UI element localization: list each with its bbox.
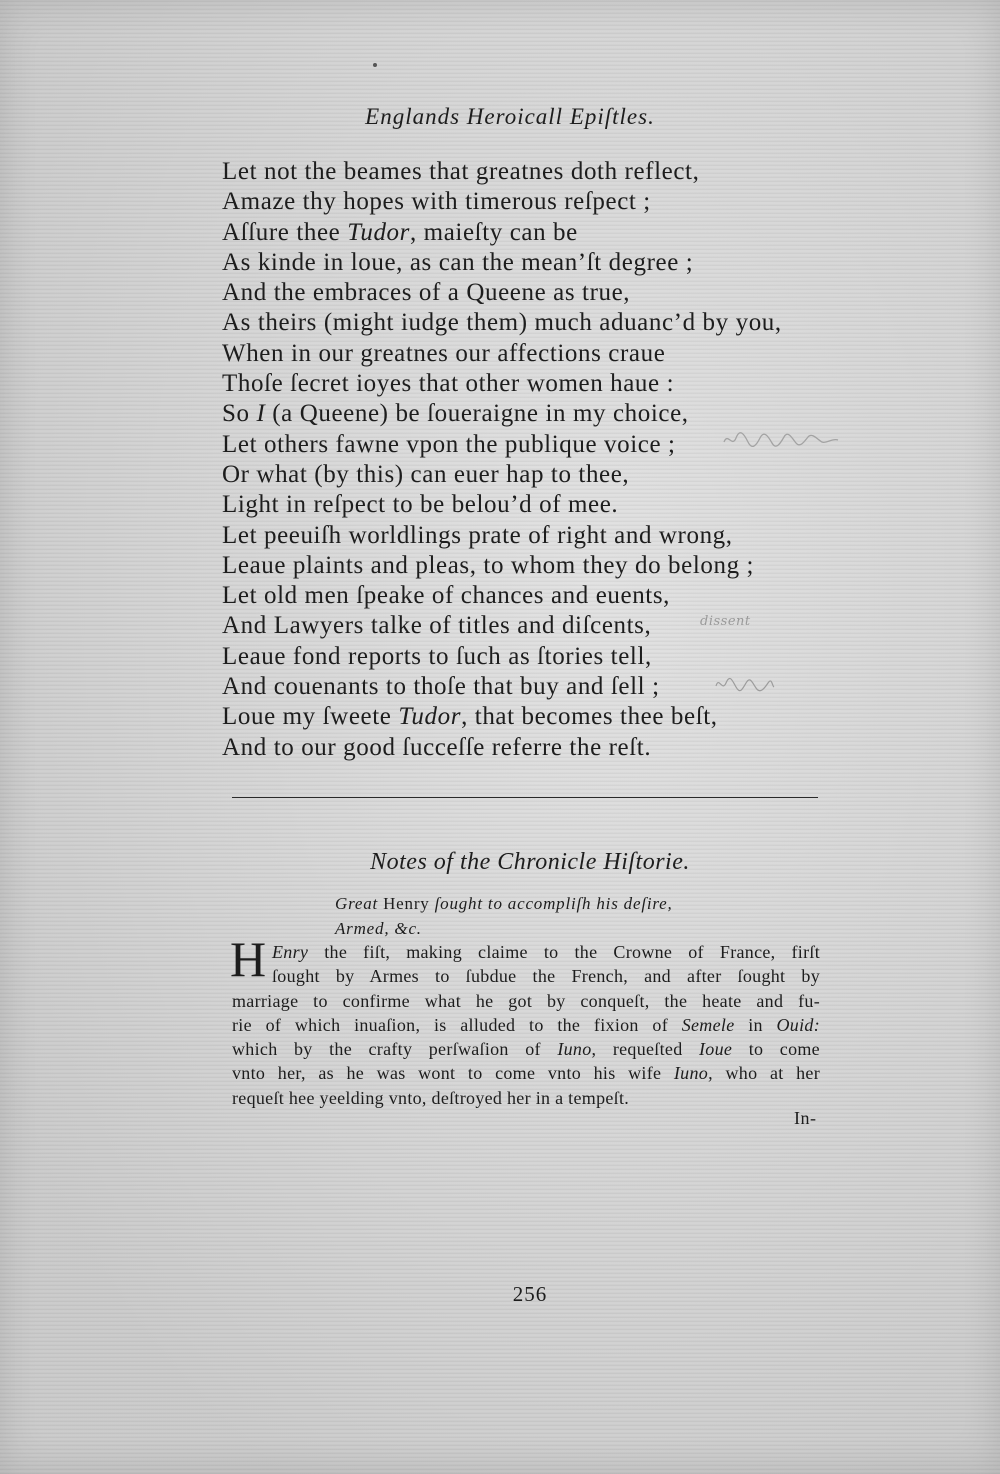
paragraph-line [272, 964, 820, 988]
text-run: marriage to confirme what he got by conqueſt, the heate and fu- [232, 990, 820, 1011]
italic-text-run: Armed, &c. [335, 919, 422, 938]
lemma-line [335, 891, 815, 916]
text-run: Let not the beames that greatnes doth reflect, [222, 158, 700, 185]
text-run: the fiſt, making claime to the Crowne of France, firſt [308, 942, 820, 962]
drop-cap-initial: H [230, 931, 267, 987]
text-run: Aſſure thee [222, 218, 348, 246]
poem-line [222, 490, 922, 520]
poem-line [222, 733, 922, 763]
text-run: And couenants to thoſe that buy and ſell ; [222, 673, 660, 701]
text-run: So [222, 400, 257, 428]
text-run: ſought by Armes to ſubdue the French, and after ſought by [272, 966, 820, 987]
text-run: And the embraces of a Queene as true, [222, 279, 631, 307]
text-run: As theirs (might iudge them) much aduanc’d by you, [222, 309, 782, 337]
text-run: , requeſted [591, 1039, 699, 1060]
poem-verse-block [222, 157, 922, 763]
italic-text-run: ſought to accompliſh his deſire, [429, 894, 673, 913]
text-run: Let others fawne vpon the publique voice ; [222, 430, 676, 458]
paragraph-line [232, 1037, 820, 1061]
paragraph-line [232, 1086, 820, 1110]
poem-line [222, 521, 922, 551]
text-run: Amaze thy hopes with timerous reſpect ; [222, 188, 651, 216]
text-run: in [734, 1014, 777, 1035]
italic-text-run: Ioue [699, 1039, 733, 1060]
italic-text-run: Semele [681, 1014, 735, 1035]
italic-text-run: Tudor [347, 218, 410, 246]
poem-line [222, 642, 922, 672]
text-run: who at her [712, 1063, 821, 1084]
text-run: to come [732, 1039, 820, 1060]
text-run: Or what (by this) can euer hap to thee, [222, 460, 630, 488]
poem-line [222, 157, 922, 187]
notes-paragraph [232, 940, 820, 1110]
text-run: Let peeuiſh worldlings prate of right and wrong, [222, 521, 733, 549]
italic-text-run: I [256, 400, 266, 428]
italic-text-run: Enry [272, 942, 309, 962]
paragraph-line [232, 1013, 820, 1037]
italic-text-run: Iuno [557, 1039, 592, 1060]
text-run: Leaue fond reports to ſuch as ſtories tell, [222, 642, 652, 670]
poem-line [222, 187, 922, 217]
poem-line [222, 551, 922, 581]
running-header: Englands Heroicall Epiſtles. [365, 104, 655, 129]
ink-speck [373, 63, 377, 67]
text-run: Let old men ſpeake of chances and euents, [222, 582, 671, 610]
poem-line [222, 369, 922, 399]
text-run: Loue my ſweete [222, 703, 399, 731]
text-run: As kinde in loue, as can the mean’ſt degree ; [222, 248, 694, 276]
text-run: Leaue plaints and pleas, to whom they do belong ; [222, 551, 755, 579]
poem-line [222, 248, 922, 278]
text-run: , maieſty can be [409, 218, 578, 246]
paragraph-line [272, 940, 820, 964]
text-run: Thoſe ſecret ioyes that other women haue : [222, 370, 675, 398]
italic-text-run: Iuno, [673, 1063, 713, 1084]
text-run: And to our good ſucceſſe referre the reſt. [222, 733, 652, 761]
section-divider-rule [232, 797, 818, 798]
page-number: 256 [512, 1282, 548, 1306]
pencil-annotation-dissent: dissent [700, 614, 751, 629]
text-run: , that becomes thee beſt, [461, 703, 718, 731]
notes-lemma [335, 891, 815, 941]
italic-text-run: Great [335, 894, 384, 913]
lemma-line [335, 916, 815, 941]
catchword: In- [794, 1108, 817, 1128]
poem-line [222, 278, 922, 308]
text-run: which by the crafty perſwaſion of [232, 1039, 558, 1060]
text-run: vnto her, as he was wont to come vnto his wife [232, 1063, 674, 1084]
pencil-annotation-scribble [722, 428, 842, 452]
text-run: requeſt hee yeelding vnto, deſtroyed her in a tempeſt. [232, 1087, 630, 1108]
paragraph-line [232, 1061, 820, 1085]
paragraph-line [232, 989, 820, 1013]
poem-line [222, 308, 922, 338]
italic-text-run: Tudor [398, 703, 462, 731]
poem-line [222, 399, 922, 429]
text-run: Henry [383, 894, 430, 913]
text-run: When in our greatnes our affections craue [222, 339, 666, 367]
text-run: rie of which inuaſion, is alluded to the fixion of [232, 1014, 682, 1035]
poem-line [222, 672, 922, 702]
italic-text-run: Ouid: [776, 1014, 820, 1035]
text-run: Light in reſpect to be belou’d of mee. [222, 491, 619, 519]
poem-line [222, 611, 922, 641]
poem-line [222, 581, 922, 611]
pencil-annotation-scribble [714, 674, 776, 696]
poem-line [222, 339, 922, 369]
poem-line [222, 218, 922, 248]
text-run: And Lawyers talke of titles and diſcents, [222, 612, 652, 640]
poem-line [222, 702, 922, 732]
text-run: (a Queene) be ſoueraigne in my choice, [265, 400, 689, 428]
poem-line [222, 460, 922, 490]
notes-heading: Notes of the Chronicle Hiſtorie. [370, 849, 690, 875]
